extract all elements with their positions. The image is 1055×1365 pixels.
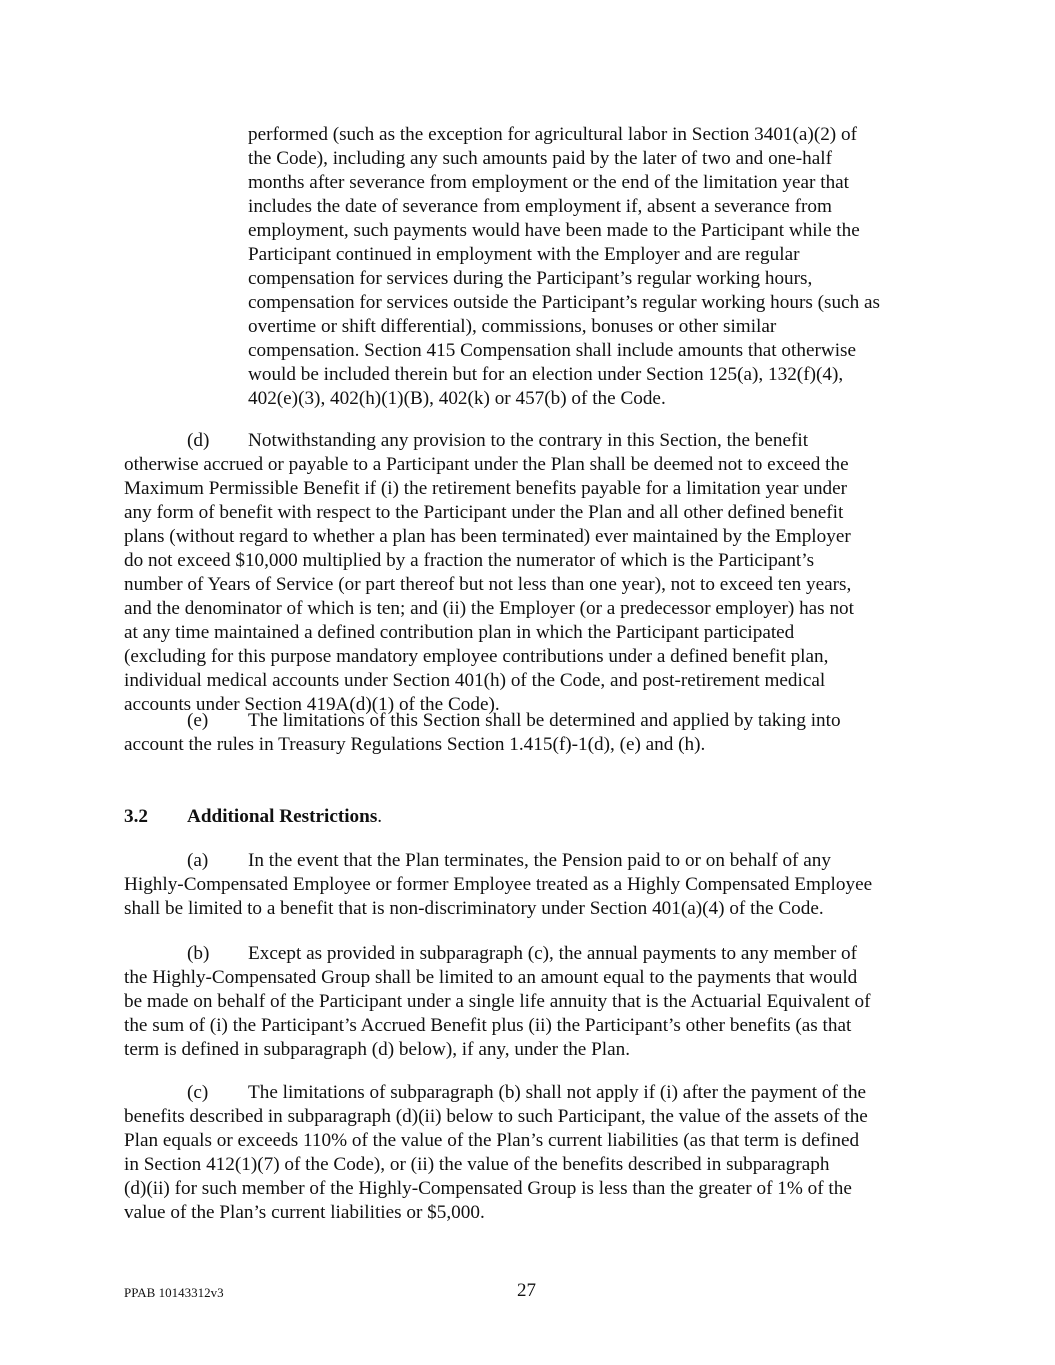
text-line: at any time maintained a defined contribution plan in which the Participant participated [124, 622, 795, 643]
paragraph-label: (d) [187, 430, 210, 451]
paragraph-label: (b) [187, 943, 210, 964]
text-line: accounts under Section 419A(d)(1) of the Code). [124, 694, 500, 715]
text-line: the Code), including any such amounts paid by the later of two and one-half [248, 148, 833, 169]
text-line: employment, such payments would have been made to the Participant while the [248, 220, 860, 241]
text-line: Plan equals or exceeds 110% of the value of the Plan’s current liabilities (as that term is defined [124, 1130, 860, 1151]
paragraph-label: (e) [187, 710, 209, 731]
page-number: 27 [517, 1280, 536, 1301]
text-line: number of Years of Service (or part thereof but not less than one year), not to exceed ten years, [124, 574, 852, 595]
text-line: benefits described in subparagraph (d)(ii) below to such Participant, the value of the assets of the [124, 1106, 868, 1127]
text-line: performed (such as the exception for agricultural labor in Section 3401(a)(2) of [248, 124, 857, 145]
text-line: be made on behalf of the Participant under a single life annuity that is the Actuarial Equivalent of [124, 991, 871, 1012]
text-line: any form of benefit with respect to the Participant under the Plan and all other defined benefit [124, 502, 844, 523]
text-line: (d)(ii) for such member of the Highly-Compensated Group is less than the greater of 1% of the [124, 1178, 852, 1199]
text-line: compensation for services outside the Participant’s regular working hours (such as [248, 292, 880, 313]
text-line: Highly-Compensated Employee or former Employee treated as a Highly Compensated Employee [124, 874, 873, 895]
text-line: the Highly-Compensated Group shall be limited to an amount equal to the payments that would [124, 967, 858, 988]
text-line: Participant continued in employment with the Employer and are regular [248, 244, 800, 265]
text-line: would be included therein but for an election under Section 125(a), 132(f)(4), [248, 364, 844, 385]
paragraph-label: (a) [187, 850, 209, 871]
line-text: Except as provided in subparagraph (c), the annual payments to any member of [248, 943, 857, 964]
line-text: The limitations of subparagraph (b) shall not apply if (i) after the payment of the [248, 1082, 867, 1103]
text-line: includes the date of severance from employment if, absent a severance from [248, 196, 832, 217]
text-line [124, 942, 944, 966]
section-number: 3.2 [124, 806, 148, 827]
text-line: shall be limited to a benefit that is non-discriminatory under Section 401(a)(4) of the Code. [124, 898, 824, 919]
text-line [124, 849, 944, 873]
text-line [124, 709, 944, 733]
paragraph-e [124, 709, 944, 757]
text-line: otherwise accrued or payable to a Participant under the Plan shall be deemed not to exceed the [124, 454, 849, 475]
footer-document-id: PPAB 10143312v3 [124, 1285, 224, 1300]
paragraph-a [124, 849, 944, 921]
line-text: In the event that the Plan terminates, the Pension paid to or on behalf of any [248, 850, 831, 871]
text-line: term is defined in subparagraph (d) below), if any, under the Plan. [124, 1039, 631, 1060]
line-text: Notwithstanding any provision to the contrary in this Section, the benefit [248, 430, 809, 451]
paragraph-label: (c) [187, 1082, 209, 1103]
text-line: and the denominator of which is ten; and (ii) the Employer (or a predecessor employer) has not [124, 598, 854, 619]
section-title: Additional Restrictions [187, 806, 378, 827]
text-line: (excluding for this purpose mandatory employee contributions under a defined benefit plan, [124, 646, 829, 667]
text-line: Maximum Permissible Benefit if (i) the retirement benefits payable for a limitation year under [124, 478, 848, 499]
text-line: individual medical accounts under Section 401(h) of the Code, and post-retirement medical [124, 670, 826, 691]
text-line: in Section 412(1)(7) of the Code), or (ii) the value of the benefits described in subparagraph [124, 1154, 830, 1175]
text-line: 402(e)(3), 402(h)(1)(B), 402(k) or 457(b) of the Code. [248, 388, 666, 409]
section-heading [124, 805, 944, 829]
line-text: The limitations of this Section shall be determined and applied by taking into [248, 710, 841, 731]
text-line: overtime or shift differential), commissions, bonuses or other similar [248, 316, 777, 337]
text-line: months after severance from employment or the end of the limitation year that [248, 172, 850, 193]
text-line: do not exceed $10,000 multiplied by a fraction the numerator of which is the Participant’s [124, 550, 815, 571]
paragraph-d [124, 429, 944, 717]
text-line: the sum of (i) the Participant’s Accrued Benefit plus (ii) the Participant’s other benefits (as that [124, 1015, 852, 1036]
text-line: account the rules in Treasury Regulations Section 1.415(f)-1(d), (e) and (h). [124, 734, 706, 755]
paragraph-c [124, 1081, 944, 1225]
text-line: compensation. Section 415 Compensation shall include amounts that otherwise [248, 340, 857, 361]
text-line [124, 1081, 944, 1105]
text-line: compensation for services during the Participant’s regular working hours, [248, 268, 813, 289]
text-line: plans (without regard to whether a plan has been terminated) ever maintained by the Employer [124, 526, 851, 547]
section-title-punct: . [377, 806, 383, 827]
paragraph-b [124, 942, 944, 1062]
paragraph-continuation [248, 123, 948, 411]
text-line: value of the Plan’s current liabilities or $5,000. [124, 1202, 485, 1223]
text-line [124, 429, 944, 453]
